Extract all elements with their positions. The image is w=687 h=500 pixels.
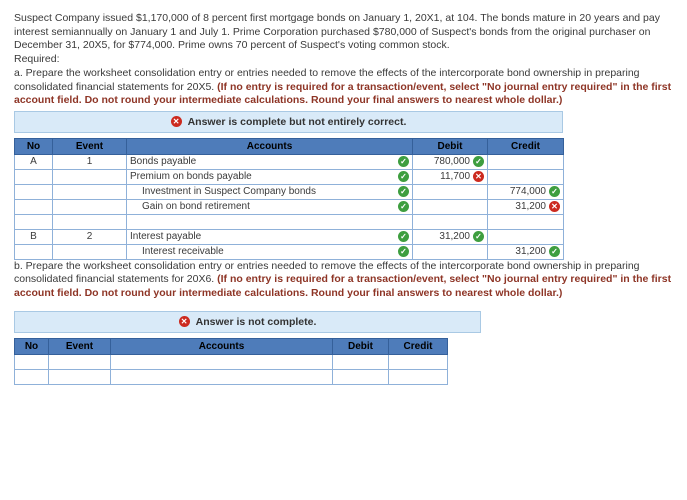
event-cell — [49, 369, 111, 384]
event-cell — [49, 354, 111, 369]
credit-cell[interactable] — [488, 214, 564, 229]
table-row — [15, 369, 448, 384]
account-name: Gain on bond retirement — [142, 201, 250, 213]
col-header-event: Event — [53, 138, 127, 154]
debit-cell[interactable] — [333, 369, 389, 384]
table-row — [15, 214, 564, 229]
debit-cell[interactable] — [413, 214, 488, 229]
col-header-no: No — [15, 338, 49, 354]
table-row — [15, 354, 448, 369]
account-name: Interest receivable — [142, 246, 224, 258]
no-cell — [15, 369, 49, 384]
error-icon: ✕ — [179, 316, 190, 327]
table-row — [15, 184, 564, 199]
debit-cell[interactable] — [333, 354, 389, 369]
credit-value: 31,200 — [515, 201, 546, 213]
part-a-instructions-emphasis: (If no entry is required for a transaction/event, select "No journal entry required" in the first account field. Do not round your intermediate calculations. Round your final answers to nearest whole dollar.) — [14, 80, 672, 107]
credit-cell[interactable] — [488, 199, 564, 214]
journal-entry-table-b — [14, 338, 448, 385]
correct-check-icon: ✓ — [398, 171, 409, 182]
credit-cell[interactable] — [389, 369, 448, 384]
credit-cell[interactable] — [488, 154, 564, 169]
credit-cell[interactable] — [488, 184, 564, 199]
correct-check-icon: ✓ — [549, 246, 560, 257]
col-header-no: No — [15, 138, 53, 154]
debit-cell[interactable] — [413, 244, 488, 259]
grading-banner-a — [14, 111, 563, 133]
debit-cell[interactable] — [413, 229, 488, 244]
incorrect-x-icon: ✕ — [549, 201, 560, 212]
no-cell — [15, 354, 49, 369]
no-cell — [15, 244, 53, 259]
correct-check-icon: ✓ — [398, 186, 409, 197]
col-header-event: Event — [49, 338, 111, 354]
credit-cell[interactable] — [488, 244, 564, 259]
no-cell — [15, 169, 53, 184]
table-row — [15, 199, 564, 214]
part-b-instructions — [14, 260, 676, 301]
correct-check-icon: ✓ — [398, 156, 409, 167]
table-row — [15, 154, 564, 169]
account-cell[interactable] — [111, 369, 333, 384]
col-header-accounts: Accounts — [127, 138, 413, 154]
no-cell — [15, 184, 53, 199]
debit-value: 11,700 — [440, 171, 470, 183]
event-cell: 2 — [53, 229, 127, 244]
grading-banner-b — [14, 311, 481, 333]
credit-cell[interactable] — [488, 169, 564, 184]
account-cell[interactable] — [127, 229, 413, 244]
debit-cell[interactable] — [413, 184, 488, 199]
correct-check-icon: ✓ — [398, 231, 409, 242]
table-row — [15, 229, 564, 244]
account-cell[interactable] — [127, 169, 413, 184]
part-a-instructions-normal: a. Prepare the worksheet consolidation entry or entries needed to remove the effects of the intercorporate bond ownership in preparing consolidated financial statements for 20X5. — [14, 66, 640, 93]
incorrect-x-icon: ✕ — [473, 171, 484, 182]
table-row — [15, 244, 564, 259]
required-label: Required: — [14, 52, 60, 65]
account-cell[interactable] — [127, 244, 413, 259]
event-cell — [53, 214, 127, 229]
debit-value: 31,200 — [439, 231, 470, 243]
grading-banner-a-text: Answer is complete but not entirely correct. — [187, 115, 407, 128]
grading-banner-b-text: Answer is not complete. — [195, 315, 317, 328]
event-cell: 1 — [53, 154, 127, 169]
correct-check-icon: ✓ — [398, 246, 409, 257]
account-name: Bonds payable — [130, 156, 197, 168]
col-header-debit: Debit — [413, 138, 488, 154]
no-cell: A — [15, 154, 53, 169]
correct-check-icon: ✓ — [398, 201, 409, 212]
error-icon: ✕ — [171, 116, 182, 127]
event-cell — [53, 184, 127, 199]
table-b-header-row — [15, 338, 448, 354]
correct-check-icon: ✓ — [549, 186, 560, 197]
event-cell — [53, 169, 127, 184]
no-cell — [15, 199, 53, 214]
account-cell[interactable] — [127, 199, 413, 214]
debit-cell[interactable] — [413, 199, 488, 214]
part-b-instructions-normal: b. Prepare the worksheet consolidation entry or entries needed to remove the effects of the intercorporate bond ownership in preparing consolidated financial statements for 20X6. — [14, 259, 640, 286]
account-name: Premium on bonds payable — [130, 171, 252, 183]
table-row — [15, 169, 564, 184]
event-cell — [53, 199, 127, 214]
account-cell[interactable] — [127, 214, 413, 229]
debit-cell[interactable] — [413, 169, 488, 184]
col-header-accounts: Accounts — [111, 338, 333, 354]
debit-value: 780,000 — [433, 156, 470, 168]
account-name: Interest payable — [130, 231, 202, 243]
part-a-instructions — [14, 67, 676, 108]
problem-statement: Suspect Company issued $1,170,000 of 8 percent first mortgage bonds on January 1, 20X1, at 104. The bonds mature in 20 years and pay interest semiannually on January 1 and July 1. Prime Corporation purchased $780,000 of Suspect's bonds from the original purchaser on December 31, 20X5, for $774,000. Prime owns 70 percent of Suspect's voting common stock. — [14, 12, 660, 52]
col-header-credit: Credit — [488, 138, 564, 154]
account-cell[interactable] — [127, 154, 413, 169]
part-b-instructions-emphasis: (If no entry is required for a transaction/event, select "No journal entry required" in the first account field. Do not round your intermediate calculations. Round your final answers to nearest whole dollar.) — [14, 273, 672, 300]
col-header-credit: Credit — [389, 338, 448, 354]
col-header-debit: Debit — [333, 338, 389, 354]
journal-entry-table-a — [14, 138, 564, 260]
account-cell[interactable] — [111, 354, 333, 369]
credit-cell[interactable] — [488, 229, 564, 244]
credit-value: 774,000 — [509, 186, 546, 198]
credit-value: 31,200 — [515, 246, 546, 258]
credit-cell[interactable] — [389, 354, 448, 369]
no-cell — [15, 214, 53, 229]
table-a-header-row — [15, 138, 564, 154]
account-name: Investment in Suspect Company bonds — [142, 186, 316, 198]
account-cell[interactable] — [127, 184, 413, 199]
event-cell — [53, 244, 127, 259]
no-cell: B — [15, 229, 53, 244]
correct-check-icon: ✓ — [473, 156, 484, 167]
correct-check-icon: ✓ — [473, 231, 484, 242]
debit-cell[interactable] — [413, 154, 488, 169]
